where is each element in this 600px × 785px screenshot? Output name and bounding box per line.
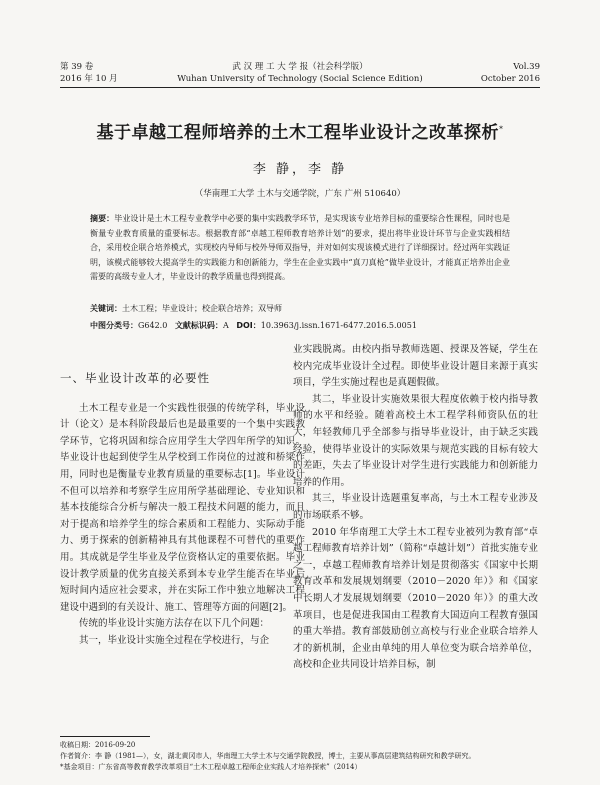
doi-value: 10.3963/j.issn.1671-6477.2016.5.0051 bbox=[260, 321, 417, 330]
header-rule bbox=[60, 87, 540, 88]
keywords bbox=[90, 303, 510, 314]
header-journal-en: Wuhan University of Technology (Social Science Edition) bbox=[177, 74, 423, 84]
footnote-rule bbox=[60, 736, 150, 737]
doi-label: DOI： bbox=[236, 321, 261, 330]
paragraph: 业实践脱离。由校内指导教师选题、授课及答疑，学生在校内完成毕业设计全过程。即使毕业设计题目来源于真实项目，学生实施过程也是真题假做。 bbox=[293, 344, 538, 389]
keywords-label: 关键词： bbox=[90, 303, 122, 313]
paragraph: 其三，毕业设计选题重复率高，与土木工程专业涉及的市场联系不够。 bbox=[293, 493, 538, 521]
abstract-text: 毕业设计是土木工程专业教学中必要的集中实践教学环节，是实现该专业培养目标的重要综合性课程，同时也是衡量专业教育质量的重要标志。根据教育部“卓越工程师教育培养计划”的要求，提出将毕业设计环节与企业实践相结合，采用校企联合培养模式，实现校内导师与校外导师双指导，并对如何实现该模式进行了详细探讨。经过两年实践证明，该模式能够较大提高学生的实践能力和创新能力，学生在企业实践中“真刀真枪”做毕业设计，才能真正培养出企业需要的高级专业人才，毕业设计的教学质量也得到提高。 bbox=[90, 214, 511, 281]
article-title-block bbox=[40, 118, 560, 143]
header-volume-en: Vol.39 bbox=[513, 62, 540, 72]
classification-line bbox=[90, 320, 560, 331]
abstract-label: 摘要： bbox=[90, 214, 115, 223]
header-date: 2016 年 10 月 bbox=[60, 74, 118, 84]
clc-label: 中图分类号： bbox=[90, 321, 138, 330]
keywords-text: 土木工程；毕业设计；校企联合培养；双导师 bbox=[122, 304, 282, 313]
header-volume: 第 39 卷 bbox=[60, 62, 94, 72]
footnote-fund: *基金项目：广东省高等教育教学改革项目“土木工程卓越工程师企业实践人才培养探索”（2014） bbox=[60, 763, 362, 771]
title-footnote-mark: * bbox=[499, 124, 504, 134]
doc-code-label: 文献标识码： bbox=[174, 321, 223, 330]
paragraph: 土木工程专业是一个实践性很强的传统学科，毕业设计（论文）是本科阶段最后也是最重要的一个集中实践教学环节，它将巩固和综合应用学生大学四年所学的知识。毕业设计也起到使学生从学校到工作岗位的过渡和桥梁作用，同时也是衡量专业教育质量的重要标志[1]。毕业设计不但可以培养和考察学生应用所学基础理论、专业知识和基本技能综合分析与解决一般工程技术问题的能力，而且对于提高和培养学生的综合素质和工程能力、实际动手能力、勇于探索的创新精神具有其他课程不可替代的重要作用。其成就是学生毕业及学位资格认定的重要依据。毕业设计教学质量的优劣直接关系到本专业学生能否在毕业后短时间内适应社会要求，并在实际工作中独立地解决工程建设中遇到的有关设计、施工、管理等方面的问题[2]。 bbox=[60, 402, 305, 613]
article-title: 基于卓越工程师培养的土木工程毕业设计之改革探析 bbox=[96, 123, 499, 143]
paragraph: 其一，毕业设计实施全过程在学校进行，与企 bbox=[79, 634, 270, 646]
left-column bbox=[60, 342, 305, 650]
abstract bbox=[90, 212, 510, 285]
section-heading: 一、毕业设计改革的必要性 bbox=[60, 371, 210, 385]
article-affiliation: （华南理工大学 土木与交通学院，广东 广州 510640） bbox=[194, 189, 406, 199]
right-column bbox=[293, 342, 538, 674]
doc-code-value: A bbox=[222, 321, 229, 330]
clc-value: G642.0 bbox=[138, 321, 168, 330]
paragraph: 2010 年华南理工大学土木工程专业被列为教育部“卓越工程师教育培养计划”（简称“卓越计划”）首批实施专业之一，卓越工程师教育培养计划是贯彻落实《国家中长期教育改革和发展规划纲要（2010－2020 年）》和《国家中长期人才发展规划纲要（2010－2020 年）》的重大改革项目，也是促进我国由工程教育大国迈向工程教育强国的重大举措。教育部鼓励创立高校与行业企业联合培养人才的新机制，企业由单纯的用人单位变为联合培养单位，高校和企业共同设计培养目标，制 bbox=[293, 526, 538, 671]
footnote-received: 收稿日期：2016-09-20 bbox=[60, 741, 136, 749]
paragraph: 传统的毕业设计实施方法存在以下几个问题： bbox=[79, 618, 270, 630]
paragraph: 其二，毕业设计实施效果很大程度依赖于校内指导教师的水平和经验。随着高校土木工程学科师资队伍的壮大，年轻教师几乎全部参与指导毕业设计，由于缺乏实践经验，使得毕业设计的实际效果与规范实践的目标有较大的差距，失去了毕业设计对学生进行实践能力和创新能力培养的作用。 bbox=[293, 393, 538, 488]
article-authors: 李 静，李 静 bbox=[252, 162, 348, 177]
footnote-author-bio: 作者简介：李 静（1981—），女，湖北黄冈市人，华南理工大学土木与交通学院教授，博士，主要从事高层建筑结构研究和教学研究。 bbox=[60, 752, 476, 760]
header-journal-cn: 武 汉 理 工 大 学 报（社会科学版） bbox=[232, 62, 368, 72]
header-date-en: October 2016 bbox=[480, 74, 540, 84]
